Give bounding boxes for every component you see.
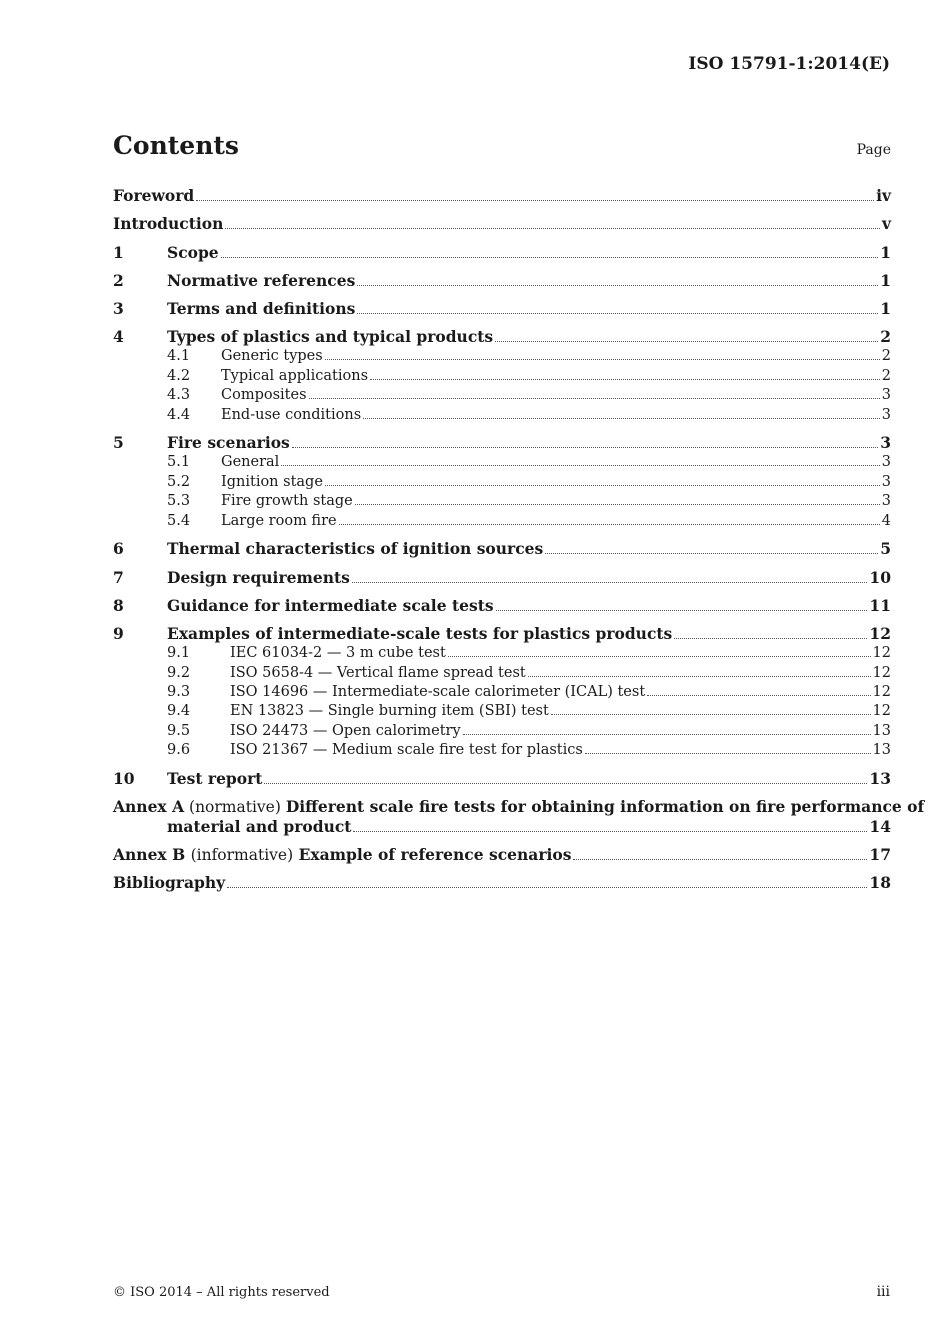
toc-subtitle: General [221, 454, 280, 471]
dot-leader [353, 827, 867, 832]
toc-entry[interactable] [113, 299, 891, 327]
toc-page-number: 13 [869, 769, 891, 789]
dot-leader [281, 461, 879, 466]
toc-page-number: 11 [869, 596, 891, 616]
toc-section-number: 8 [113, 596, 124, 616]
toc-subsection-number: 4.2 [167, 367, 191, 384]
dot-leader [264, 779, 867, 784]
toc-subentry[interactable] [113, 453, 891, 472]
dot-leader [225, 224, 880, 229]
toc-subentry[interactable] [113, 347, 891, 366]
toc-title: Thermal characteristics of ignition sources [167, 539, 544, 559]
toc-page-number: 2 [880, 327, 891, 347]
toc-title: Test report [167, 769, 263, 789]
toc-title: Introduction [113, 214, 224, 234]
toc-page-number: 17 [869, 845, 891, 865]
annex-title: Example of reference scenarios [298, 845, 572, 865]
toc-subsection-number: 9.3 [167, 684, 191, 701]
toc-subtitle: Typical applications [221, 367, 369, 384]
dot-leader [355, 500, 880, 505]
dot-leader [363, 414, 880, 419]
dot-leader [309, 394, 880, 399]
toc-subentry[interactable] [113, 741, 891, 769]
contents-heading: Contents [113, 131, 240, 160]
dot-leader [357, 309, 878, 314]
toc-subentry[interactable] [113, 683, 891, 702]
toc-section-number: 2 [113, 270, 124, 290]
toc-page-number: 3 [881, 473, 891, 490]
toc-title: Normative references [167, 270, 356, 290]
dot-leader [463, 730, 871, 735]
toc-subentry[interactable] [113, 702, 891, 721]
toc-section-number: 1 [113, 242, 124, 262]
dot-leader [227, 883, 867, 888]
annex-title: Different scale fire tests for obtaining information on fire performance of [285, 797, 925, 817]
toc-entry[interactable] [113, 243, 891, 271]
toc-entry[interactable] [113, 186, 891, 214]
toc-subtitle: ISO 14696 — Intermediate-scale calorimeter (ICAL) test [230, 684, 646, 701]
dot-leader [495, 337, 878, 342]
toc-page-number: 12 [872, 664, 891, 681]
toc-subsection-number: 4.4 [167, 406, 191, 423]
annex-kind: (normative) [189, 798, 281, 817]
table-of-contents [113, 186, 925, 902]
dot-leader [545, 549, 878, 554]
toc-subtitle: Large room fire [221, 512, 337, 529]
toc-subsection-number: 9.6 [167, 742, 191, 759]
dot-leader [496, 606, 868, 611]
toc-title: Fire scenarios [167, 433, 290, 453]
toc-page-number: 2 [881, 367, 891, 384]
toc-page-number: 13 [872, 722, 891, 739]
copyright-notice: © ISO 2014 – All rights reserved [113, 1285, 330, 1300]
dot-leader [292, 443, 878, 448]
page-number: iii [876, 1284, 890, 1300]
toc-subsection-number: 9.4 [167, 703, 191, 720]
toc-subtitle: Generic types [221, 348, 323, 365]
toc-subtitle: ISO 21367 — Medium scale fire test for plastics [230, 742, 583, 759]
toc-page-number: 4 [881, 512, 891, 529]
toc-page-number: 1 [880, 270, 891, 290]
toc-entry[interactable] [113, 327, 891, 347]
toc-entry[interactable] [113, 539, 891, 567]
dot-leader [674, 634, 867, 639]
toc-subtitle: Ignition stage [221, 473, 323, 490]
dot-leader [573, 855, 867, 860]
toc-subentry[interactable] [113, 473, 891, 492]
toc-entry[interactable] [113, 769, 891, 797]
toc-subentry[interactable] [113, 664, 891, 683]
toc-page-number: 12 [869, 624, 891, 644]
toc-subtitle: ISO 24473 — Open calorimetry [230, 722, 461, 739]
toc-page-number: 18 [869, 873, 891, 893]
toc-page-number: v [881, 214, 891, 234]
toc-subentry[interactable] [113, 406, 891, 434]
dot-leader [339, 520, 880, 525]
toc-subentry[interactable] [113, 386, 891, 405]
toc-subsection-number: 5.2 [167, 473, 191, 490]
toc-page-number: 3 [880, 433, 891, 453]
toc-subsection-number: 4.3 [167, 387, 191, 404]
toc-title: Design requirements [167, 567, 350, 587]
toc-subentry[interactable] [113, 367, 891, 386]
toc-subtitle: IEC 61034-2 — 3 m cube test [230, 645, 446, 662]
annex-title-continued: material and product [167, 816, 352, 836]
toc-entry-annex-b[interactable] [113, 845, 891, 873]
dot-leader [196, 196, 874, 201]
toc-subsection-number: 5.1 [167, 454, 191, 471]
dot-leader [325, 481, 880, 486]
toc-page-number: 5 [880, 539, 891, 559]
toc-section-number: 6 [113, 539, 124, 559]
toc-title: Terms and definitions [167, 299, 356, 319]
toc-page-number: 1 [880, 299, 891, 319]
toc-page-number: 12 [872, 645, 891, 662]
toc-subentry[interactable] [113, 492, 891, 511]
toc-page-number: 12 [872, 703, 891, 720]
dot-leader [585, 749, 871, 754]
toc-entry-bibliography[interactable] [113, 873, 891, 901]
toc-entry[interactable] [113, 568, 891, 596]
toc-page-number: 3 [881, 387, 891, 404]
toc-title: Scope [167, 242, 219, 262]
dot-leader [352, 578, 868, 583]
toc-page-number: iv [876, 186, 891, 205]
dot-leader [325, 355, 880, 360]
toc-entry-annex-a[interactable] [113, 797, 925, 845]
toc-entry[interactable] [113, 271, 891, 299]
toc-page-number: 3 [881, 493, 891, 510]
toc-subentry[interactable] [113, 512, 891, 540]
toc-section-number: 5 [113, 433, 124, 453]
toc-subsection-number: 9.5 [167, 722, 191, 739]
dot-leader [370, 375, 880, 380]
toc-entry[interactable] [113, 433, 891, 453]
toc-subtitle: EN 13823 — Single burning item (SBI) test [230, 703, 549, 720]
toc-section-number: 9 [113, 624, 124, 644]
toc-subtitle: ISO 5658-4 — Vertical flame spread test [230, 664, 526, 681]
toc-subtitle: End-use conditions [221, 406, 362, 423]
annex-label: Annex B [113, 845, 186, 865]
dot-leader [551, 710, 871, 715]
dot-leader [448, 652, 871, 657]
toc-page-number: 3 [881, 454, 891, 471]
toc-title: Foreword [113, 186, 195, 205]
toc-subsection-number: 4.1 [167, 348, 191, 365]
toc-subtitle: Composites [221, 387, 307, 404]
toc-section-number: 3 [113, 299, 124, 319]
toc-entry[interactable] [113, 214, 891, 242]
toc-title: Bibliography [113, 873, 226, 893]
toc-subsection-number: 5.4 [167, 512, 191, 529]
toc-page-number: 3 [881, 406, 891, 423]
annex-kind: (informative) [190, 846, 294, 865]
toc-section-number: 4 [113, 327, 124, 347]
toc-subsection-number: 9.2 [167, 664, 191, 681]
page-column-label: Page [856, 142, 891, 158]
toc-page-number: 2 [881, 348, 891, 365]
toc-subsection-number: 5.3 [167, 493, 191, 510]
toc-section-number: 7 [113, 567, 124, 587]
toc-page-number: 13 [872, 742, 891, 759]
annex-label: Annex A [113, 797, 185, 817]
dot-leader [647, 691, 870, 696]
toc-page-number: 1 [880, 242, 891, 262]
toc-title: Examples of intermediate-scale tests for plastics products [167, 624, 673, 644]
toc-subentry[interactable] [113, 722, 891, 741]
document-id: ISO 15791-1:2014(E) [688, 54, 890, 74]
toc-section-number: 10 [113, 769, 135, 789]
toc-page-number: 12 [872, 684, 891, 701]
dot-leader [528, 672, 871, 677]
toc-title: Types of plastics and typical products [167, 327, 494, 347]
toc-entry[interactable] [113, 596, 891, 624]
toc-subtitle: Fire growth stage [221, 493, 353, 510]
toc-subsection-number: 9.1 [167, 645, 191, 662]
dot-leader [357, 281, 878, 286]
toc-subentry[interactable] [113, 644, 891, 663]
toc-title: Guidance for intermediate scale tests [167, 596, 494, 616]
toc-page-number: 10 [869, 567, 891, 587]
dot-leader [221, 253, 879, 258]
toc-page-number: 14 [869, 816, 891, 836]
toc-entry[interactable] [113, 624, 891, 644]
